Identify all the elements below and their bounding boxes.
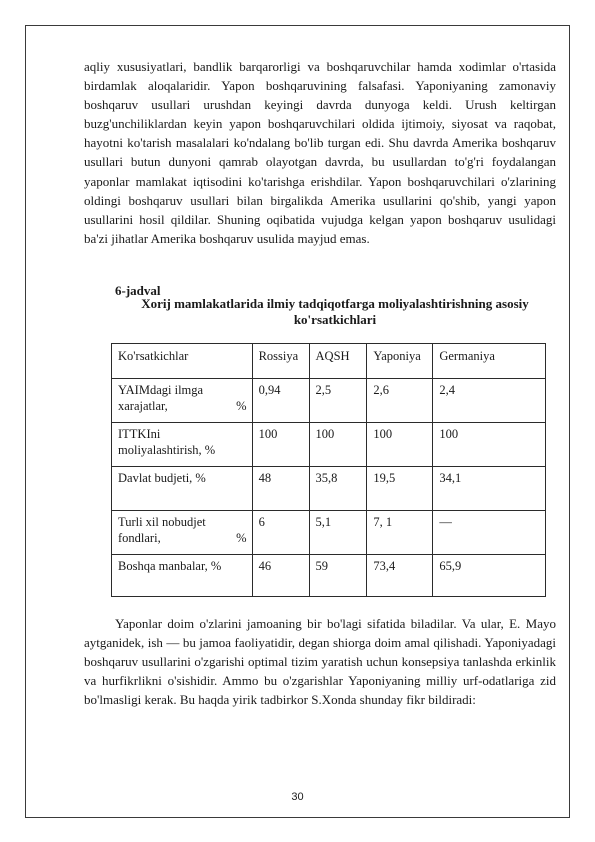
table-header-row — [112, 344, 546, 379]
body-paragraph-2: Yaponlar doim o'zlarini jamoaning bir bo'lagi sifatida biladilar. Va ular, E. Mayo aytganidek, ish — bu jamoa faoliyatidir, degan shiorga doim amal qilishadi. Yaponiyadagi boshqaruv usullarini o'zgarishi optimal tizim yaratish uchun konsepsiya tanlashda erkinlik va hurfikrlikni o'sishidir. Ammo bu o'zgarishlar Yaponiyaning milliy urf-odatlariga zid bo'lmasligi kerak. Bu haqda yirik tadbirkor S.Xonda shunday fikr bildiradi: — [84, 616, 556, 708]
table-number: 6-jadval — [115, 283, 161, 298]
table-row — [112, 555, 546, 597]
value-cell: 73,4 — [367, 555, 433, 597]
value-cell: 65,9 — [433, 555, 546, 597]
value-cell: 100 — [252, 423, 309, 467]
value-cell: 35,8 — [309, 467, 367, 511]
value-cell: 100 — [433, 423, 546, 467]
value-cell: 19,5 — [367, 467, 433, 511]
value-cell: 48 — [252, 467, 309, 511]
funding-table — [111, 343, 546, 597]
body-paragraph-1: aqliy xususiyatlari, bandlik barqarorligi va boshqaruvchilar hamda xodimlar o'rtasida birdamlak aloqalaridir. Yapon boshqaruvining falsafasi. Yaponiyaning zamonaviy boshqaruv usullari urushdan keyingi davrda dunyoga keldi. Urush keltirgan buzg'unchiliklardan keyin yapon boshqaruvchilari oldida ijtimoiy, siyosat va raqobat, hayotni ko'tarish masalalari ko'ndalang bo'lib turgan edi. Shu davrda Amerika boshqaruv usullari butun dunyoni qamrab olayotgan davrda, bu usullardan to'g'ri foydalangan yaponlar mamlakat iqtisodini ko'tarishga erishdilar. Yapon boshqaruvchilari o'zlarining oldingi boshqaruv usullari bilan birgalikda Amerika usullarini qo'shib, yangi yapon usullarini hosil qildilar. Shuning oqibatida vujudga kelgan yapon boshqaruv usulidagi ba'zi jihatlar Amerika boshqaruv usulida mayjud emas. — [84, 59, 556, 246]
value-cell: 2,5 — [309, 379, 367, 423]
value-cell: 5,1 — [309, 511, 367, 555]
value-cell: 0,94 — [252, 379, 309, 423]
value-cell: 6 — [252, 511, 309, 555]
value-cell: 59 — [309, 555, 367, 597]
value-cell: 2,4 — [433, 379, 546, 423]
value-cell: 7, 1 — [367, 511, 433, 555]
table-row — [112, 467, 546, 511]
row-label-cell: YAIMdagi ilmga xarajatlar, % — [112, 379, 253, 423]
value-cell: 100 — [309, 423, 367, 467]
table-row — [112, 511, 546, 555]
header-cell: Ko'rsatkichlar — [112, 344, 253, 379]
value-cell: — — [433, 511, 546, 555]
table-row — [112, 379, 546, 423]
header-cell: Yaponiya — [367, 344, 433, 379]
header-cell: AQSH — [309, 344, 367, 379]
value-cell: 100 — [367, 423, 433, 467]
table-title: Xorij mamlakatlarida ilmiy tadqiqotfarga moliyalashtirishning asosiy ko'rsatkichlari — [141, 296, 529, 327]
row-label-cell: Boshqa manbalar, % — [112, 555, 253, 597]
page-number: 30 — [291, 791, 304, 803]
row-label-cell: ITTKIni moliyalashtirish, % — [112, 423, 253, 467]
header-cell: Rossiya — [252, 344, 309, 379]
row-label-cell: Davlat budjeti, % — [112, 467, 253, 511]
row-label-cell: Turli xil nobudjet fondlari, % — [112, 511, 253, 555]
value-cell: 46 — [252, 555, 309, 597]
header-cell: Germaniya — [433, 344, 546, 379]
value-cell: 34,1 — [433, 467, 546, 511]
value-cell: 2,6 — [367, 379, 433, 423]
table-row — [112, 423, 546, 467]
